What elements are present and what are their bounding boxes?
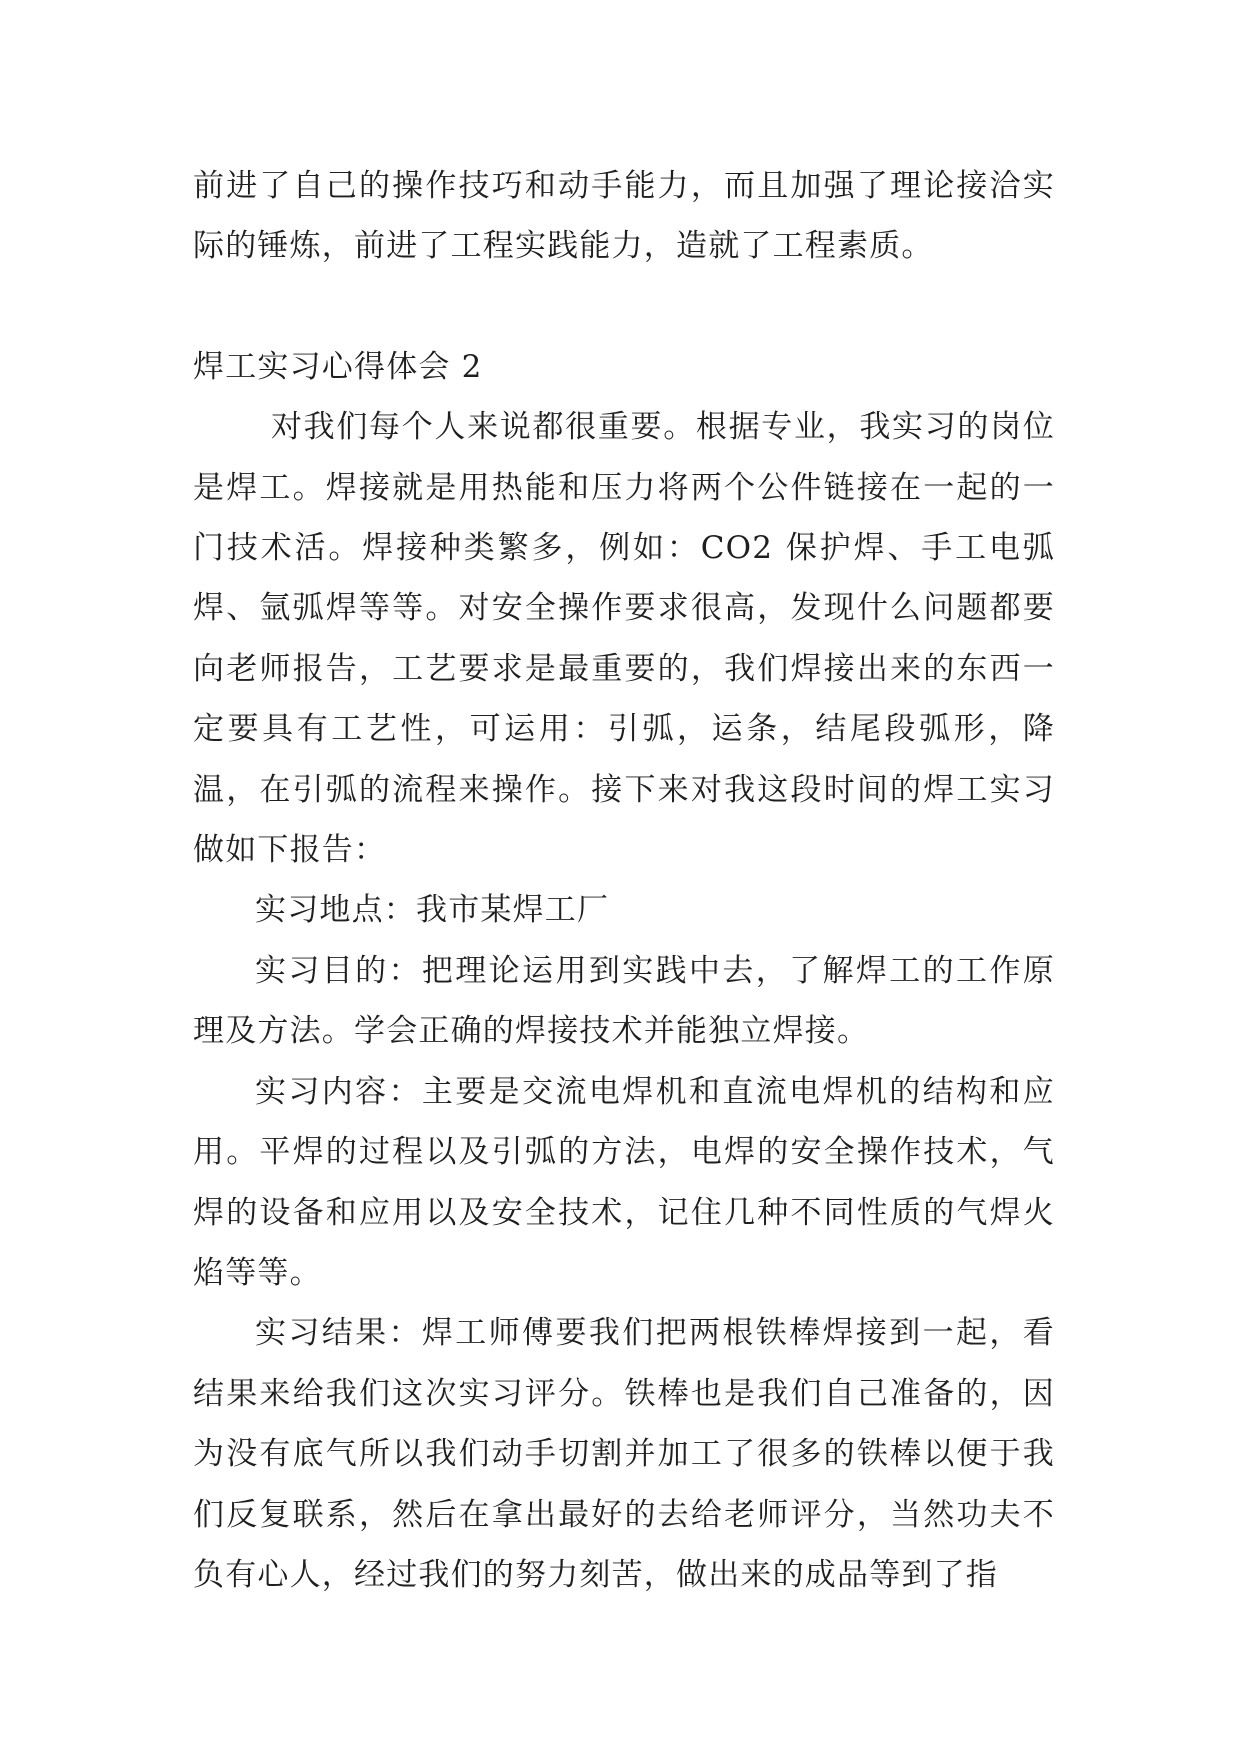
purpose-paragraph: 实习目的：把理论运用到实践中去，了解焊工的工作原理及方法。学会正确的焊接技术并能独立焊接。 — [193, 952, 1055, 1050]
location-paragraph: 实习地点：我市某焊工厂 — [255, 892, 610, 929]
intro-paragraph: 对我们每个人来说都很重要。根据专业，我实习的岗位是焊工。焊接就是用热能和压力将两个公件链接在一起的一门技术活。焊接种类繁多，例如：CO2 保护焊、手工电弧焊、氩弧焊等等。对安全操作要求很高，发现什么问题都要向老师报告，工艺要求是最重要的，我们焊接出来的东西一定要具有工艺性，可运用：引弧，运条，结尾段弧形，降温，在引弧的流程来操作。接下来对我这段时间的焊工实习做如下报告： — [193, 409, 1055, 869]
content-paragraph: 实习内容：主要是交流电焊机和直流电焊机的结构和应用。平焊的过程以及引弧的方法，电焊的安全操作技术，气焊的设备和应用以及安全技术，记住几种不同性质的气焊火焰等等。 — [193, 1073, 1055, 1291]
continued-paragraph: 前进了自己的操作技巧和动手能力，而且加强了理论接洽实际的锤炼，前进了工程实践能力，造就了工程素质。 — [193, 168, 1055, 265]
paragraph-gap — [193, 277, 1055, 337]
result-paragraph: 实习结果：焊工师傅要我们把两根铁棒焊接到一起，看结果来给我们这次实习评分。铁棒也是我们自己准备的，因为没有底气所以我们动手切割并加工了很多的铁棒以便于我们反复联系，然后在拿出最好的去给老师评分，当然功夫不负有心人，经过我们的努力刻苦，做出来的成品等到了指 — [193, 1315, 1055, 1593]
section-heading: 焊工实习心得体会 2 — [193, 348, 483, 385]
document-body — [193, 156, 1055, 1605]
